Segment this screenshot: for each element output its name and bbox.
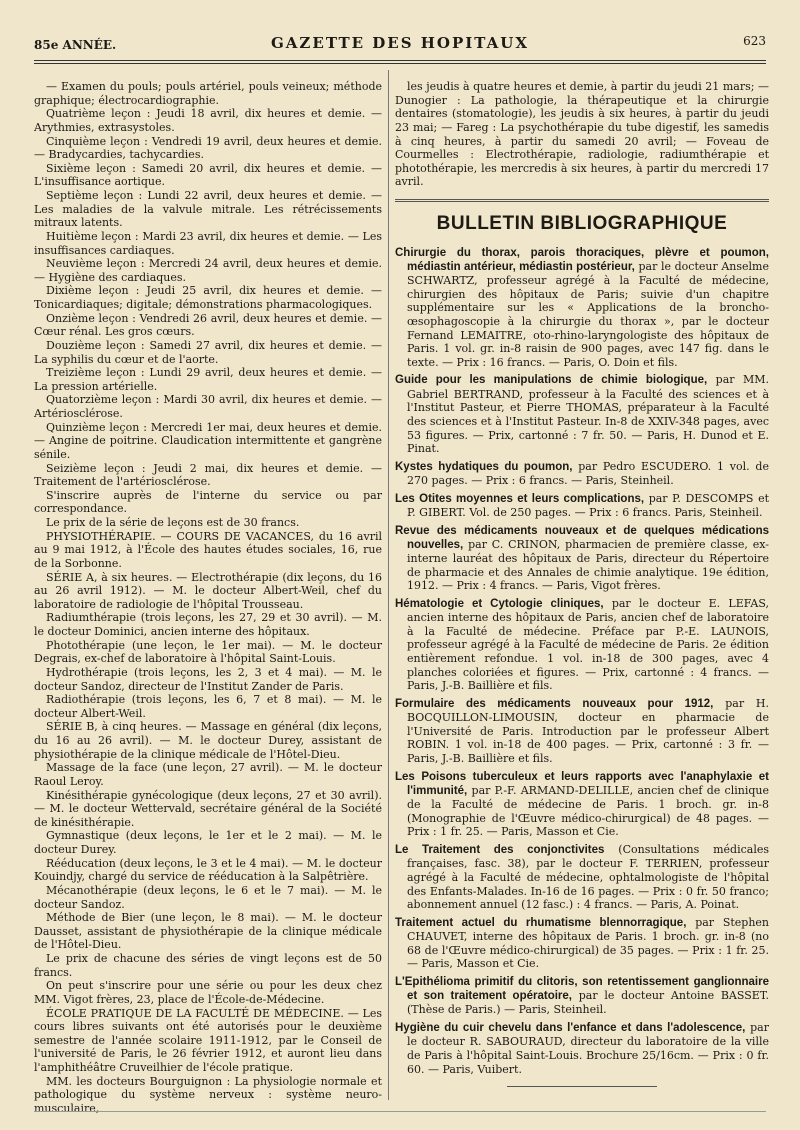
section-divider [395, 199, 769, 202]
continued-paragraph: les jeudis à quatre heures et demie, à partir du jeudi 21 mars; — Dunogier : La pathologie, la thérapeutique et la chirurgie dentaires (stomatologie), les jeudis à six heures, à partir du jeudi 23 mai; — Fareg : La psychothérapie du tube digestif, les samedis à cinq heures, à partir du samedi 20 avril; — Foveau de Courmelles : Electrothérapie, radiologie, radiumthérapie et photothérapie, les mercredis à six heures, à partir du mercredi 17 avril. [395, 80, 769, 189]
left-paragraph: Cinquième leçon : Vendredi 19 avril, deux heures et demie. — Bradycardies, tachycardies. [34, 134, 382, 162]
book-title: L'Epithélioma primitif du clitoris, son retentissement ganglionnaire et son traitement opératoire, [395, 975, 769, 1003]
header-rule [34, 60, 766, 61]
left-paragraph: Radiumthérapie (trois leçons, les 27, 29 et 30 avril). — M. le docteur Dominici, ancien interne des hôpitaux. [34, 611, 382, 638]
left-paragraph: SÉRIE B, à cinq heures. — Massage en général (dix leçons, du 16 au 26 avril). — M. le docteur Durey, assistant de physiothérapie de la clinique médicale de l'Hôtel-Dieu. [34, 720, 382, 761]
left-paragraph: MM. les docteurs Bourguignon : La physiologie normale et pathologique du système nerveux : système neuro-musculaire, [34, 1074, 382, 1115]
column-separator [388, 70, 389, 1100]
bibliography-entry [395, 697, 769, 766]
left-paragraph: Gymnastique (deux leçons, le 1er et le 2 mai). — M. le docteur Durey. [34, 829, 382, 856]
book-details: par P.-F. ARMAND-DELILLE, ancien chef de clinique de la Faculté de médecine de Paris. 1 broch. gr. in-8 (Monographie de l'Œuvre médico-chirurgical) de 48 pages. — Prix : 1 fr. 25. — Paris, Masson et Cie. [407, 783, 769, 839]
bibliography-entry [395, 373, 769, 455]
book-details: par Stephen CHAUVET, interne des hôpitaux de Paris. 1 broch. gr. in-8 (no 68 de l'Œuvre médico-chirurgical) de 35 pages. — Prix : 1 fr. 25. — Paris, Masson et Cie. [407, 915, 770, 971]
left-paragraph: Treizième leçon : Lundi 29 avril, deux heures et demie. — La pression artérielle. [34, 366, 382, 393]
left-paragraph: Kinésithérapie gynécologique (deux leçons, 27 et 30 avril). — M. le docteur Wettervald, secrétaire général de la Société de kinésithérapie. [34, 788, 382, 829]
left-paragraph: Huitième leçon : Mardi 23 avril, dix heures et demie. — Les insuffisances cardiaques. [34, 229, 382, 257]
book-title: Kystes hydatiques du poumon, [395, 460, 573, 473]
book-title: Les Otites moyennes et leurs complications, [395, 492, 645, 505]
left-paragraph: ÉCOLE PRATIQUE DE LA FACULTÉ DE MÉDECINE. — Les cours libres suivants ont été autorisés pour le deuxième semestre de l'année scolaire 1911-1912, par le Conseil de l'université de Paris, le 26 février 1912, et auront lieu dans l'amphithéâtre Cruveilhier de l'école pratique. [34, 1006, 382, 1074]
book-title: Hématologie et Cytologie cliniques, [395, 597, 604, 610]
book-details: par Pedro ESCUDERO. 1 vol. de 270 pages. — Prix : 6 francs. — Paris, Steinheil. [407, 459, 769, 488]
header-rule-2 [34, 63, 766, 64]
book-details: par C. CRINON, pharmacien de première classe, ex-interne lauréat des hôpitaux de Paris, directeur du Répertoire de pharmacie et des Annales de chimie analytique. 19e édition, 1912. — Prix : 4 francs. — Paris, Vigot frères. [407, 537, 769, 593]
bibliography-entry [395, 916, 769, 971]
book-title: Hygiène du cuir chevelu dans l'enfance et dans l'adolescence, [395, 1022, 746, 1035]
book-details: par le docteur E. LEFAS, ancien interne des hôpitaux de Paris, ancien chef de laboratoire à la Faculté de médecine. Préface par P.-E. LAUNOIS, professeur agrégé à la Faculté de médecine de Paris. 2e édition entièrement refondue. 1 vol. in-18 de 300 pages, avec 4 planches coloriées et figures. — Prix, cartonné : 4 francs. — Paris, J.-B. Baillière et fils. [407, 596, 769, 693]
bibliography-entry [395, 770, 769, 839]
book-title: Guide pour les manipulations de chimie biologique, [395, 374, 708, 387]
book-title: Traitement actuel du rhumatisme blennorragique, [395, 916, 687, 929]
book-details: par MM. Gabriel BERTRAND, professeur à la Faculté des sciences et à l'Institut Pasteur, et Pierre THOMAS, préparateur à la Faculté des sciences et à l'Institut Pasteur. In-8 de XXIV-348 pages, avec 53 figures. — Prix, cartonné : 7 fr. 50. — Paris, H. Dunod et E. Pinat. [407, 373, 769, 456]
left-paragraph: S'inscrire auprès de l'interne du service ou par correspondance. [34, 488, 382, 516]
book-details: par H. BOCQUILLON-LIMOUSIN, docteur en pharmacie de l'Université de Paris. Introduction par le professeur Albert ROBIN. 1 vol. in-18 de 400 pages. — Prix, cartonné : 3 fr. — Paris, J.-B. Baillière et fils. [407, 696, 769, 766]
left-paragraph: Le prix de chacune des séries de vingt leçons est de 50 francs. [34, 952, 382, 979]
book-title: Chirurgie du thorax, parois thoraciques, plèvre et poumon, médiastin antérieur, médiastin postérieur, [395, 246, 769, 273]
book-details: (Consultations médicales françaises, fasc. 38), par le docteur F. TERRIEN, professeur agrégé à la Faculté de médecine, ophtalmologiste de l'hôpital des Enfants-Malades. In-16 de 16 pages. — Prix : 0 fr. 50 franco; abonnement annuel (12 fasc.) : 4 francs. — Paris, A. Poinat. [407, 843, 769, 912]
left-paragraph: Massage de la face (une leçon, 27 avril). — M. le docteur Raoul Leroy. [34, 761, 382, 788]
bibliography-entry [395, 492, 769, 520]
book-details: par le docteur Antoine BASSET. (Thèse de Paris.) — Paris, Steinheil. [407, 989, 769, 1017]
left-paragraph: Seizième leçon : Jeudi 2 mai, dix heures et demie. — Traitement de l'artériosclérose. [34, 461, 382, 489]
book-title: Revue des médicaments nouveaux et de quelques médications nouvelles, [395, 524, 769, 551]
page-number: 623 [743, 34, 766, 48]
bulletin-title: BULLETIN BIBLIOGRAPHIQUE [436, 213, 728, 234]
bibliography-entry [395, 246, 769, 370]
left-paragraph: Quatorzième leçon : Mardi 30 avril, dix heures et demie. — Artériosclérose. [34, 393, 382, 420]
left-paragraph: Onzième leçon : Vendredi 26 avril, deux heures et demie. — Cœur rénal. Les gros cœurs. [34, 311, 382, 339]
left-paragraph: Septième leçon : Lundi 22 avril, deux heures et demie. — Les maladies de la valvule mitrale. Les rétrécissements mitraux latents. [34, 189, 382, 230]
left-paragraph: Hydrothérapie (trois leçons, les 2, 3 et 4 mai). — M. le docteur Sandoz, directeur de l'Institut Zander de Paris. [34, 665, 382, 693]
bibliography-entry [395, 975, 769, 1017]
bibliography-entry [395, 843, 769, 912]
left-paragraph: PHYSIOTHÉRAPIE. — COURS DE VACANCES, du 16 avril au 9 mai 1912, à l'École des hautes études sociales, 16, rue de la Sorbonne. [34, 529, 382, 570]
left-paragraph: SÉRIE A, à six heures. — Electrothérapie (dix leçons, du 16 au 26 avril 1912). — M. le docteur Albert-Weil, chef du laboratoire de radiologie de l'hôpital Trousseau. [34, 570, 382, 611]
edition-year: 85e ANNÉE. [34, 38, 117, 52]
left-paragraph: Quinzième leçon : Mercredi 1er mai, deux heures et demie. — Angine de poitrine. Claudication intermittente et gangrène sénile. [34, 420, 382, 461]
bibliography-entry [395, 597, 769, 693]
left-paragraph: — Examen du pouls; pouls artériel, pouls veineux; méthode graphique; électrocardiographie. [34, 80, 382, 107]
newspaper-title: GAZETTE DES HOPITAUX [270, 34, 529, 52]
page-header [34, 30, 766, 54]
end-ornament [507, 1086, 657, 1087]
left-paragraph: Quatrième leçon : Jeudi 18 avril, dix heures et demie. — Arythmies, extrasystoles. [34, 107, 382, 134]
bibliography-list [395, 246, 769, 1077]
left-paragraph: Douzième leçon : Samedi 27 avril, dix heures et demie. — La syphilis du cœur et de l'aorte. [34, 338, 382, 366]
book-details: par le docteur Anselme SCHWARTZ, professeur agrégé à la Faculté de médecine, chirurgien des hôpitaux de Paris; suivie d'un chapitre supplémentaire sur les « Applications de la broncho-œsophagoscopie à la chirurgie du thorax », par le docteur Fernand LEMAITRE, oto-rhino-laryngologiste des hôpitaux de Paris. 1 vol. gr. in-8 raisin de 900 pages, avec 147 fig. dans le texte. — Prix : 16 francs. — Paris, O. Doin et fils. [407, 259, 769, 369]
left-column [34, 80, 382, 1116]
book-details: par le docteur R. SABOURAUD, directeur du laboratoire de la ville de Paris à l'hôpital Saint-Louis. Brochure 25/16cm. — Prix : 0 fr. 60. — Paris, Vuibert. [407, 1021, 769, 1076]
bibliography-entry [395, 1021, 769, 1076]
left-paragraph: Mécanothérapie (deux leçons, le 6 et le 7 mai). — M. le docteur Sandoz. [34, 883, 382, 911]
left-paragraph: On peut s'inscrire pour une série ou pour les deux chez MM. Vigot frères, 23, place de l'École-de-Médecine. [34, 979, 382, 1006]
left-paragraph: Neuvième leçon : Mercredi 24 avril, deux heures et demie. — Hygiène des cardiaques. [34, 257, 382, 284]
left-paragraph: Le prix de la série de leçons est de 30 francs. [46, 516, 300, 529]
right-column [395, 80, 769, 1087]
bibliography-entry [395, 524, 769, 593]
book-title: Formulaire des médicaments nouveaux pour 1912, [395, 697, 714, 710]
book-title: Le Traitement des conjonctivites [395, 844, 605, 857]
left-paragraph: Dixième leçon : Jeudi 25 avril, dix heures et demie. — Tonicardiaques; digitale; démonstrations pharmacologiques. [34, 284, 382, 311]
page-footer-rule [34, 1111, 766, 1112]
left-paragraph: Photothérapie (une leçon, le 1er mai). — M. le docteur Degrais, ex-chef de laboratoire à l'hôpital Saint-Louis. [34, 638, 382, 666]
left-paragraph: Sixième leçon : Samedi 20 avril, dix heures et demie. — L'insuffisance aortique. [34, 161, 382, 189]
left-paragraph: Rééducation (deux leçons, le 3 et le 4 mai). — M. le docteur Kouindjy, chargé du service de rééducation à la Salpêtrière. [34, 856, 382, 884]
left-paragraph: Méthode de Bier (une leçon, le 8 mai). — M. le docteur Dausset, assistant de physiothérapie de la clinique médicale de l'Hôtel-Dieu. [34, 911, 382, 952]
left-paragraph: Radiothérapie (trois leçons, les 6, 7 et 8 mai). — M. le docteur Albert-Weil. [34, 693, 382, 720]
book-title: Les Poisons tuberculeux et leurs rapports avec l'anaphylaxie et l'immunité, [395, 770, 769, 797]
bibliography-entry [395, 460, 769, 488]
book-details: par P. DESCOMPS et P. GIBERT. Vol. de 250 pages. — Prix : 6 francs. Paris, Steinheil. [407, 491, 770, 519]
